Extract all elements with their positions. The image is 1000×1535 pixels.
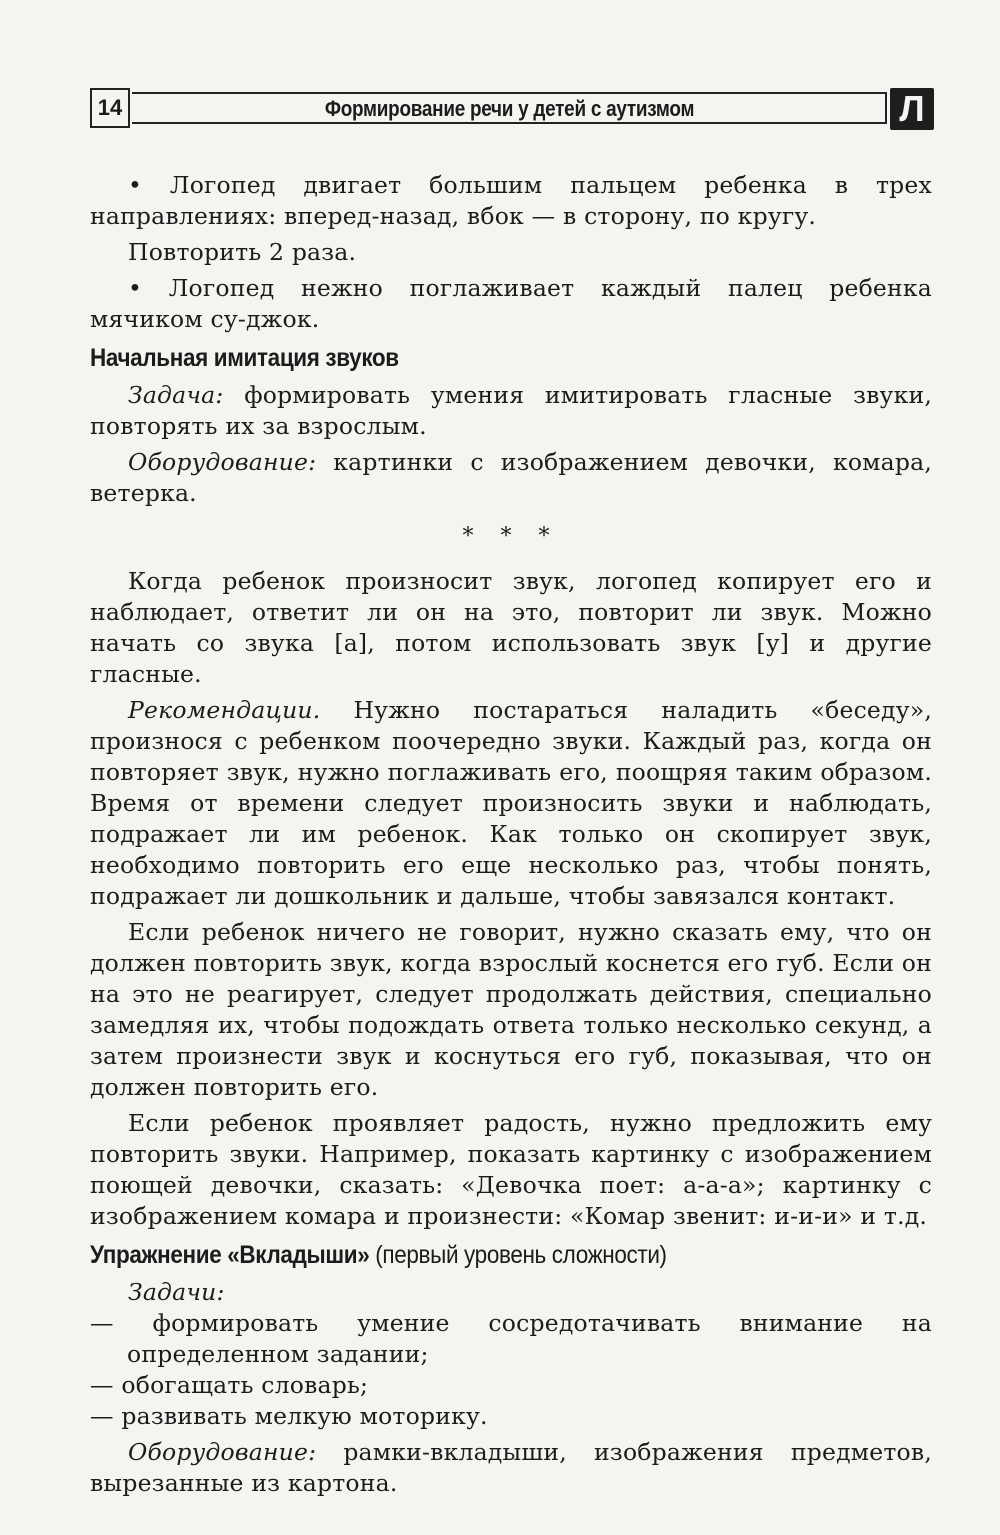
paragraph: Если ребенок проявляет радость, нужно предложить ему повторить звуки. Например, показать картинку с изображением поющей девочки, сказать: «Девочка поет: а-а-а»; картинку с изображением комара и произнести: «Комар звенит: и-и-и» и т.д. [90, 1109, 932, 1230]
exercise-title: Упражнение «Вкладыши» [90, 1241, 370, 1269]
recommendations-label: Рекомендации. [128, 696, 321, 724]
section-heading: Начальная имитация звуков [90, 344, 399, 372]
paragraph: • Логопед двигает большим пальцем ребенка в трех направлениях: вперед-назад, вбок — в сторону, по кругу. [90, 171, 932, 230]
paragraph: Когда ребенок произносит звук, логопед копирует его и наблюдает, ответит ли он на это, повторит ли звук. Можно начать со звука [а], потом использовать звук [у] и другие гласные. [90, 567, 932, 688]
list-item: — формировать умение сосредотачивать внимание на определенном задании; [90, 1309, 932, 1368]
equipment-label: Оборудование: [128, 1438, 317, 1466]
task-paragraph [90, 380, 932, 442]
running-header [90, 88, 935, 130]
page-number: 14 [90, 88, 130, 128]
equipment-text: картинки с изображением девочки, комара, ветерка. [90, 448, 932, 507]
paragraph: • Логопед нежно поглаживает каждый палец ребенка мячиком су-джок. [90, 274, 932, 333]
equipment-paragraph [90, 1437, 932, 1499]
list-item: — развивать мелкую моторику. [90, 1402, 488, 1430]
page-body [90, 170, 932, 1504]
exercise-level: (первый уровень сложности) [369, 1241, 667, 1269]
task-label: Задача: [128, 381, 224, 409]
series-logo-icon: Л [890, 88, 934, 130]
equipment-label: Оборудование: [128, 448, 317, 476]
task-text: формировать умения имитировать гласные звуки, повторять их за взрослым. [90, 381, 932, 440]
tasks-label: Задачи: [128, 1278, 225, 1306]
paragraph: Повторить 2 раза. [128, 238, 357, 266]
section-separator: * * * [462, 524, 560, 549]
book-title: Формирование речи у детей с аутизмом [324, 96, 695, 121]
equipment-paragraph [90, 447, 932, 509]
paragraph: Если ребенок ничего не говорит, нужно сказать ему, что он должен повторить звук, когда взрослый коснется его губ. Если он на это не реагирует, следует продолжать действия, специально замедляя их, чтобы подождать ответа только несколько секунд, а затем произнести звук и коснуться его губ, показывая, что он должен повторить его. [90, 918, 933, 1101]
recommendations-paragraph [90, 695, 932, 912]
list-item: — обогащать словарь; [90, 1371, 369, 1399]
recommendations-text: Нужно постараться наладить «беседу», произнося с ребенком поочередно звуки. Каждый раз, когда он повторяет звук, нужно поглаживать его, поощряя таким образом. Время от времени следует произносить звуки и наблюдать, подражает ли им ребенок. Как только он скопирует звук, необходимо повторить его еще несколько раз, чтобы понять, подражает ли дошкольник и дальше, чтобы завязался контакт. [90, 696, 932, 910]
section-heading [90, 1240, 848, 1271]
equipment-text: рамки-вкладыши, изображения предметов, вырезанные из картона. [90, 1438, 932, 1497]
